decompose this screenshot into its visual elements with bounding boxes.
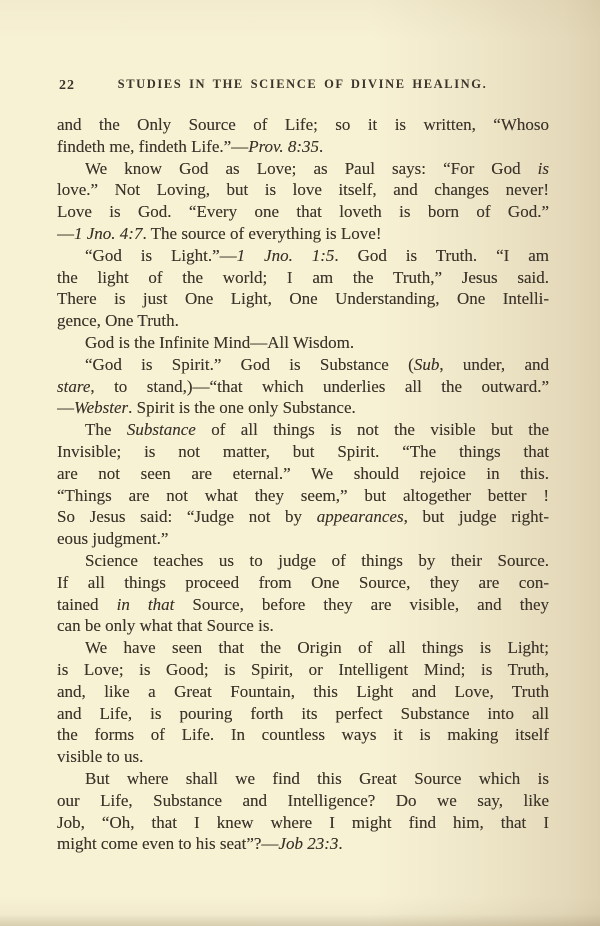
page-header [57, 77, 548, 95]
text-run: Job, “Oh, that I knew where I might find him, that I [57, 812, 549, 832]
text-line [57, 528, 549, 550]
text-run: the light of the world; I am the Truth,” Jesus said. [57, 267, 549, 287]
text-run: tained [57, 594, 117, 614]
paragraph [57, 550, 549, 637]
italic-run: Substance [126, 420, 196, 440]
page-number: 22 [59, 78, 75, 93]
text-run: We know God as Love; as Paul says: “For God [85, 158, 538, 178]
italic-run: Webster [74, 398, 129, 418]
text-run: So Jesus said: “Judge not by [57, 507, 317, 527]
text-line [57, 812, 549, 834]
italic-run: in that [116, 594, 175, 614]
paragraph [57, 158, 549, 245]
text-run: findeth me, findeth Life.”— [57, 136, 249, 156]
text-run: , to stand,)—“that which underlies all the outward.” [90, 376, 549, 396]
text-run: We have seen that the Origin of all things is Light; [85, 638, 549, 658]
text-run: “God is Spirit.” God is Substance ( [85, 354, 414, 374]
italic-run: Prov. 8:35 [248, 136, 320, 156]
text-line [57, 768, 549, 790]
text-run: . Spirit is the one only Substance. [128, 398, 356, 418]
text-line [57, 201, 549, 223]
italic-run: Sub [413, 354, 440, 374]
text-run: . [338, 834, 343, 854]
text-line [57, 790, 549, 812]
text-line [57, 332, 549, 354]
text-line [57, 681, 549, 703]
text-run: is Love; is Good; is Spirit, or Intelligent Mind; is Truth, [57, 659, 549, 679]
text-line [57, 114, 549, 136]
text-run: — [57, 223, 74, 243]
text-run: eous judgment.” [57, 529, 169, 549]
text-line [57, 572, 549, 594]
paragraph [57, 332, 549, 354]
text-run: “God is Light.”— [85, 245, 237, 265]
text-run: love.” Not Loving, but is love itself, and changes never! [57, 180, 549, 200]
text-run: “Things are not what they seem,” but altogether better ! [57, 485, 549, 505]
text-run: and the Only Source of Life; so it is written, “Whoso [57, 115, 549, 134]
text-run: and Life, is pouring forth its perfect Substance into all [57, 703, 549, 723]
text-line [57, 550, 549, 572]
text-line [57, 245, 549, 267]
text-run: . The source of everything is Love! [142, 223, 382, 243]
paragraph [57, 114, 549, 158]
text-line [57, 376, 549, 398]
italic-run: stare [57, 376, 91, 396]
text-line [57, 746, 549, 768]
text-line [57, 659, 549, 681]
text-line [57, 158, 549, 180]
text-run: — [57, 398, 74, 418]
text-line [57, 354, 549, 376]
text-run: . God is Truth. “I am [334, 245, 549, 265]
paragraph [57, 354, 549, 419]
text-run: But where shall we find this Great Source which is [85, 768, 549, 788]
text-line [57, 463, 549, 485]
text-run: The [85, 420, 127, 440]
text-run: and, like a Great Fountain, this Light and Love, Truth [57, 681, 549, 701]
text-run: Source, before they are visible, and they [174, 594, 549, 614]
paragraph [57, 245, 549, 332]
text-line [57, 179, 549, 201]
text-line [57, 441, 549, 463]
italic-run: appearances [316, 507, 404, 527]
text-line [57, 594, 549, 616]
text-run: Love is God. “Every one that loveth is born of God.” [57, 202, 549, 222]
text-line [57, 136, 549, 158]
text-run: . [319, 136, 324, 156]
text-line [57, 223, 549, 245]
text-run: Invisible; is not matter, but Spirit. “The things that [57, 441, 549, 461]
text-line [57, 833, 549, 855]
text-run: of all things is not the visible but the [195, 420, 549, 440]
paragraph [57, 419, 549, 550]
running-head: STUDIES IN THE SCIENCE OF DIVINE HEALING. [117, 77, 488, 91]
text-line [57, 724, 549, 746]
text-line [57, 637, 549, 659]
text-line [57, 288, 549, 310]
text-run: might come even to his seat”?— [57, 834, 279, 854]
paragraph [57, 637, 549, 768]
text-run: can be only what that Source is. [57, 616, 274, 636]
page-body [57, 114, 549, 855]
text-run: the forms of Life. In countless ways it is making itself [57, 725, 549, 745]
italic-run: Job 23:3 [278, 834, 339, 854]
text-run: , but judge right- [403, 507, 549, 527]
text-run: , under, and [439, 354, 549, 374]
italic-run: 1 Jno. 4:7 [74, 223, 143, 243]
text-line [57, 485, 549, 507]
text-run: visible to us. [57, 747, 144, 767]
text-run: God is the Infinite Mind—All Wisdom. [85, 332, 355, 352]
text-run: are not seen are eternal.” We should rejoice in this. [57, 463, 549, 483]
text-line [57, 419, 549, 441]
italic-run: 1 Jno. 1:5 [236, 245, 335, 265]
text-line [57, 310, 549, 332]
text-run: our Life, Substance and Intelligence? Do we say, like [57, 790, 549, 810]
text-line [57, 506, 549, 528]
text-run: gence, One Truth. [57, 311, 179, 331]
paragraph [57, 768, 549, 855]
text-run: If all things proceed from One Source, they are con- [57, 572, 549, 592]
italic-run: is [537, 158, 549, 178]
text-line [57, 397, 549, 419]
text-run: Science teaches us to judge of things by their Source. [85, 550, 549, 570]
text-line [57, 703, 549, 725]
text-run: There is just One Light, One Understanding, One Intelli- [57, 289, 549, 309]
text-line [57, 267, 549, 289]
text-line [57, 615, 549, 637]
